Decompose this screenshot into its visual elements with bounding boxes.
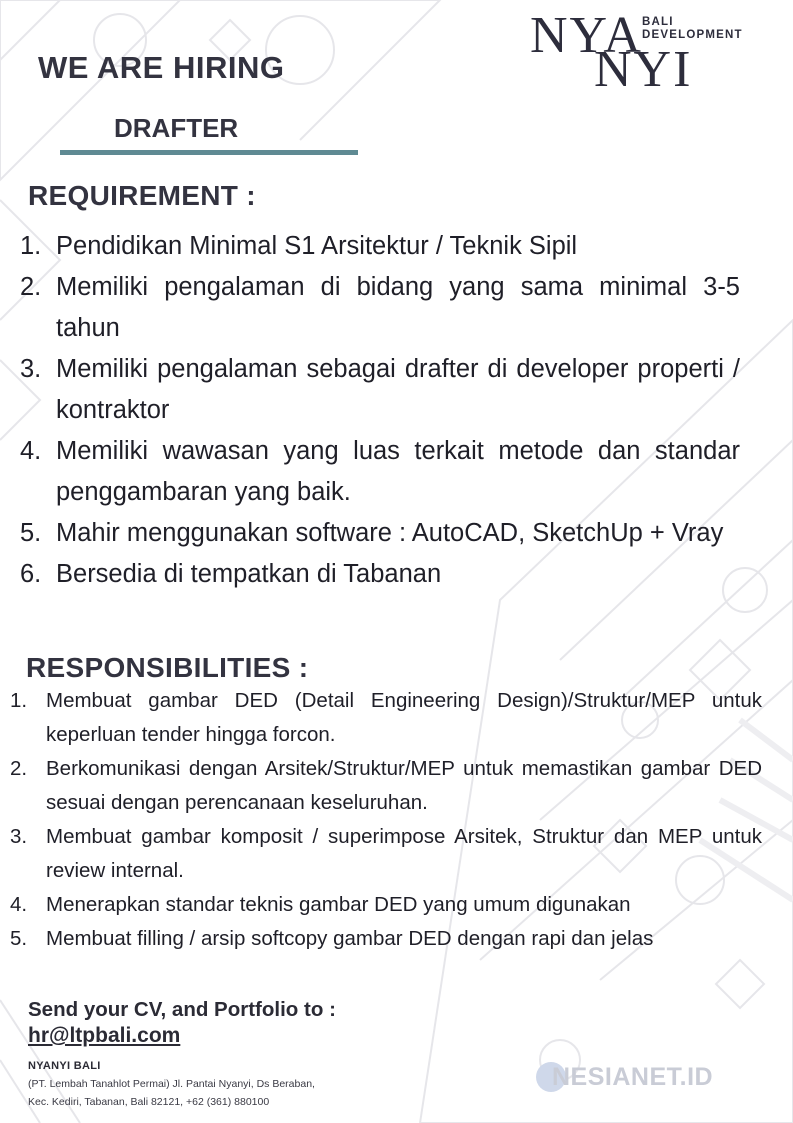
list-item (10, 684, 762, 752)
address-line-2: Kec. Kediri, Tabanan, Bali 82121, +62 (361) 880100 (28, 1096, 270, 1108)
item-text: Pendidikan Minimal S1 Arsitektur / Teknik Sipil (56, 232, 578, 260)
responsibilities-title: RESPONSIBILITIES : (26, 652, 309, 683)
send-cv-label: Send your CV, and Portfolio to : (28, 998, 336, 1021)
heading-underline (60, 150, 358, 155)
list-item (20, 513, 740, 554)
item-number: 5. (10, 927, 28, 950)
item-number: 1. (20, 232, 42, 260)
address-line-1: (PT. Lembah Tanahlot Permai) Jl. Pantai Nyanyi, Ds Beraban, (28, 1078, 315, 1090)
logo-subtitle-line2: DEVELOPMENT (642, 29, 743, 41)
list-item (20, 226, 740, 267)
requirements-list (20, 226, 740, 595)
logo-subtitle-line1: BALI (642, 16, 674, 28)
company-name: NYANYI BALI (28, 1060, 101, 1072)
item-text: Membuat filling / arsip softcopy gambar DED dengan rapi dan jelas (46, 927, 654, 950)
responsibilities-list (10, 684, 762, 956)
item-number: 4. (10, 893, 28, 916)
item-text: Memiliki pengalaman di bidang yang sama minimal 3-5 tahun (56, 273, 740, 342)
list-item (10, 922, 762, 956)
list-item (10, 820, 762, 888)
item-text: Mahir menggunakan software : AutoCAD, SketchUp + Vray (56, 519, 724, 547)
position-title: DRAFTER (114, 113, 239, 143)
item-number: 5. (20, 519, 42, 547)
requirements-title: REQUIREMENT : (28, 180, 256, 211)
item-number: 4. (20, 437, 42, 465)
logo-text-top: NYA (530, 7, 643, 64)
logo-subtitle (642, 16, 743, 42)
list-item (10, 888, 762, 922)
watermark (536, 1060, 713, 1094)
watermark-text: NESIANET.ID (552, 1062, 714, 1091)
list-item (20, 431, 740, 513)
list-item (20, 349, 740, 431)
logo-text-bottom: NYI (594, 41, 693, 98)
item-text: Memiliki pengalaman sebagai drafter di developer properti / kontraktor (56, 355, 740, 424)
company-logo (530, 7, 760, 98)
item-number: 3. (10, 825, 28, 848)
item-text: Membuat gambar DED (Detail Engineering Design)/Struktur/MEP untuk keperluan tender hingga forcon. (46, 689, 762, 746)
hiring-heading: WE ARE HIRING (38, 50, 285, 85)
email-link[interactable]: hr@ltpbali.com (28, 1024, 181, 1047)
item-text: Berkomunikasi dengan Arsitek/Struktur/MEP untuk memastikan gambar DED sesuai dengan perencanaan keseluruhan. (46, 757, 762, 814)
item-number: 1. (10, 689, 28, 712)
item-text: Bersedia di tempatkan di Tabanan (56, 560, 442, 588)
item-text: Membuat gambar komposit / superimpose Arsitek, Struktur dan MEP untuk review internal. (46, 825, 762, 882)
list-item (20, 267, 740, 349)
item-number: 2. (20, 273, 42, 301)
item-text: Menerapkan standar teknis gambar DED yang umum digunakan (46, 893, 631, 916)
list-item (20, 554, 740, 595)
item-number: 3. (20, 355, 42, 383)
item-number: 2. (10, 757, 28, 780)
list-item (10, 752, 762, 820)
item-number: 6. (20, 560, 42, 588)
item-text: Memiliki wawasan yang luas terkait metode dan standar penggambaran yang baik. (56, 437, 740, 506)
